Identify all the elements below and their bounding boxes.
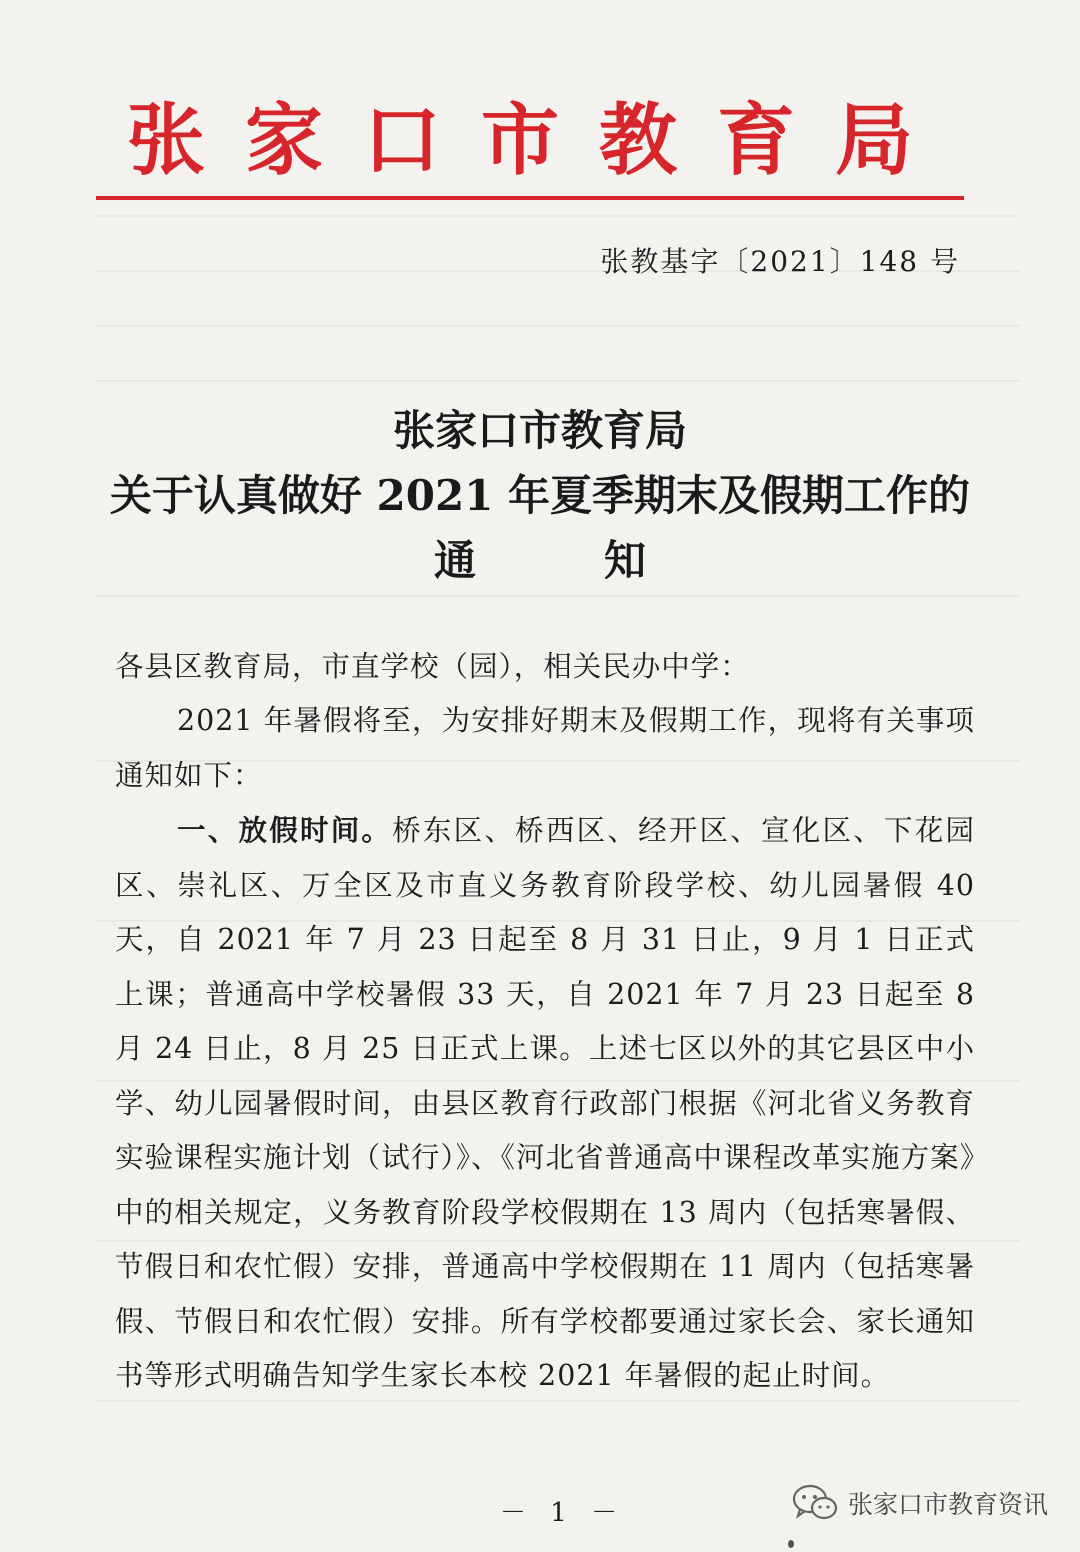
section1-paragraph: [115, 803, 975, 1404]
scan-speck: [788, 1540, 794, 1548]
notice-title-line3: [0, 528, 1080, 588]
bleed-line: [95, 595, 1020, 597]
wechat-icon: [792, 1484, 838, 1522]
document-number: 张教基字〔2021〕148 号: [600, 245, 960, 278]
watermark-text: 张家口市教育资讯: [847, 1490, 1048, 1519]
notice-title-line2: 关于认真做好 2021 年夏季期末及假期工作的: [109, 471, 971, 520]
page-number: － 1 －: [500, 1498, 626, 1528]
bleed-line: [95, 215, 1020, 217]
notice-title-char-1: 通: [433, 536, 476, 585]
wechat-watermark: [792, 1484, 1048, 1522]
salutation: 各县区教育局，市直学校（园），相关民办中学：: [115, 650, 750, 683]
letterhead-red-rule: [96, 196, 964, 200]
bleed-line: [95, 380, 1020, 382]
intro-paragraph: 2021 年暑假将至，为安排好期末及假期工作，现将有关事项通知如下：: [115, 704, 975, 792]
section1-heading: 一、放假时间。: [177, 813, 393, 847]
bleed-line: [95, 325, 1020, 327]
section1-text: 桥东区、桥西区、经开区、宣化区、下花园区、崇礼区、万全区及市直义务教育阶段学校、幼儿园暑假 40 天，自 2021 年 7 月 23 日起至 8 月 31 日止，9 月 1 日正式上课；普通高中学校暑假 33 天，自 2021 年 7 月 23 日起至 8 月 24 日止，8 月 25 日正式上课。上述七区以外的其它县区中小学、幼儿园暑假时间，由县区教育行政部门根据《河北省义务教育实验课程实施计划（试行）》、《河北省普通高中课程改革实施方案》中的相关规定，义务教育阶段学校假期在 13 周内（包括寒暑假、节假日和农忙假）安排，普通高中学校假期在 11 周内（包括寒暑假、节假日和农忙假）安排。所有学校都要通过家长会、家长通知书等形式明确告知学生家长本校 2021 年暑假的起止时间。: [115, 814, 975, 1392]
notice-title-char-2: 知: [603, 536, 646, 585]
notice-title-line1: 张家口市教育局: [392, 406, 687, 455]
letterhead-title: 张家口市教育局: [126, 95, 953, 186]
